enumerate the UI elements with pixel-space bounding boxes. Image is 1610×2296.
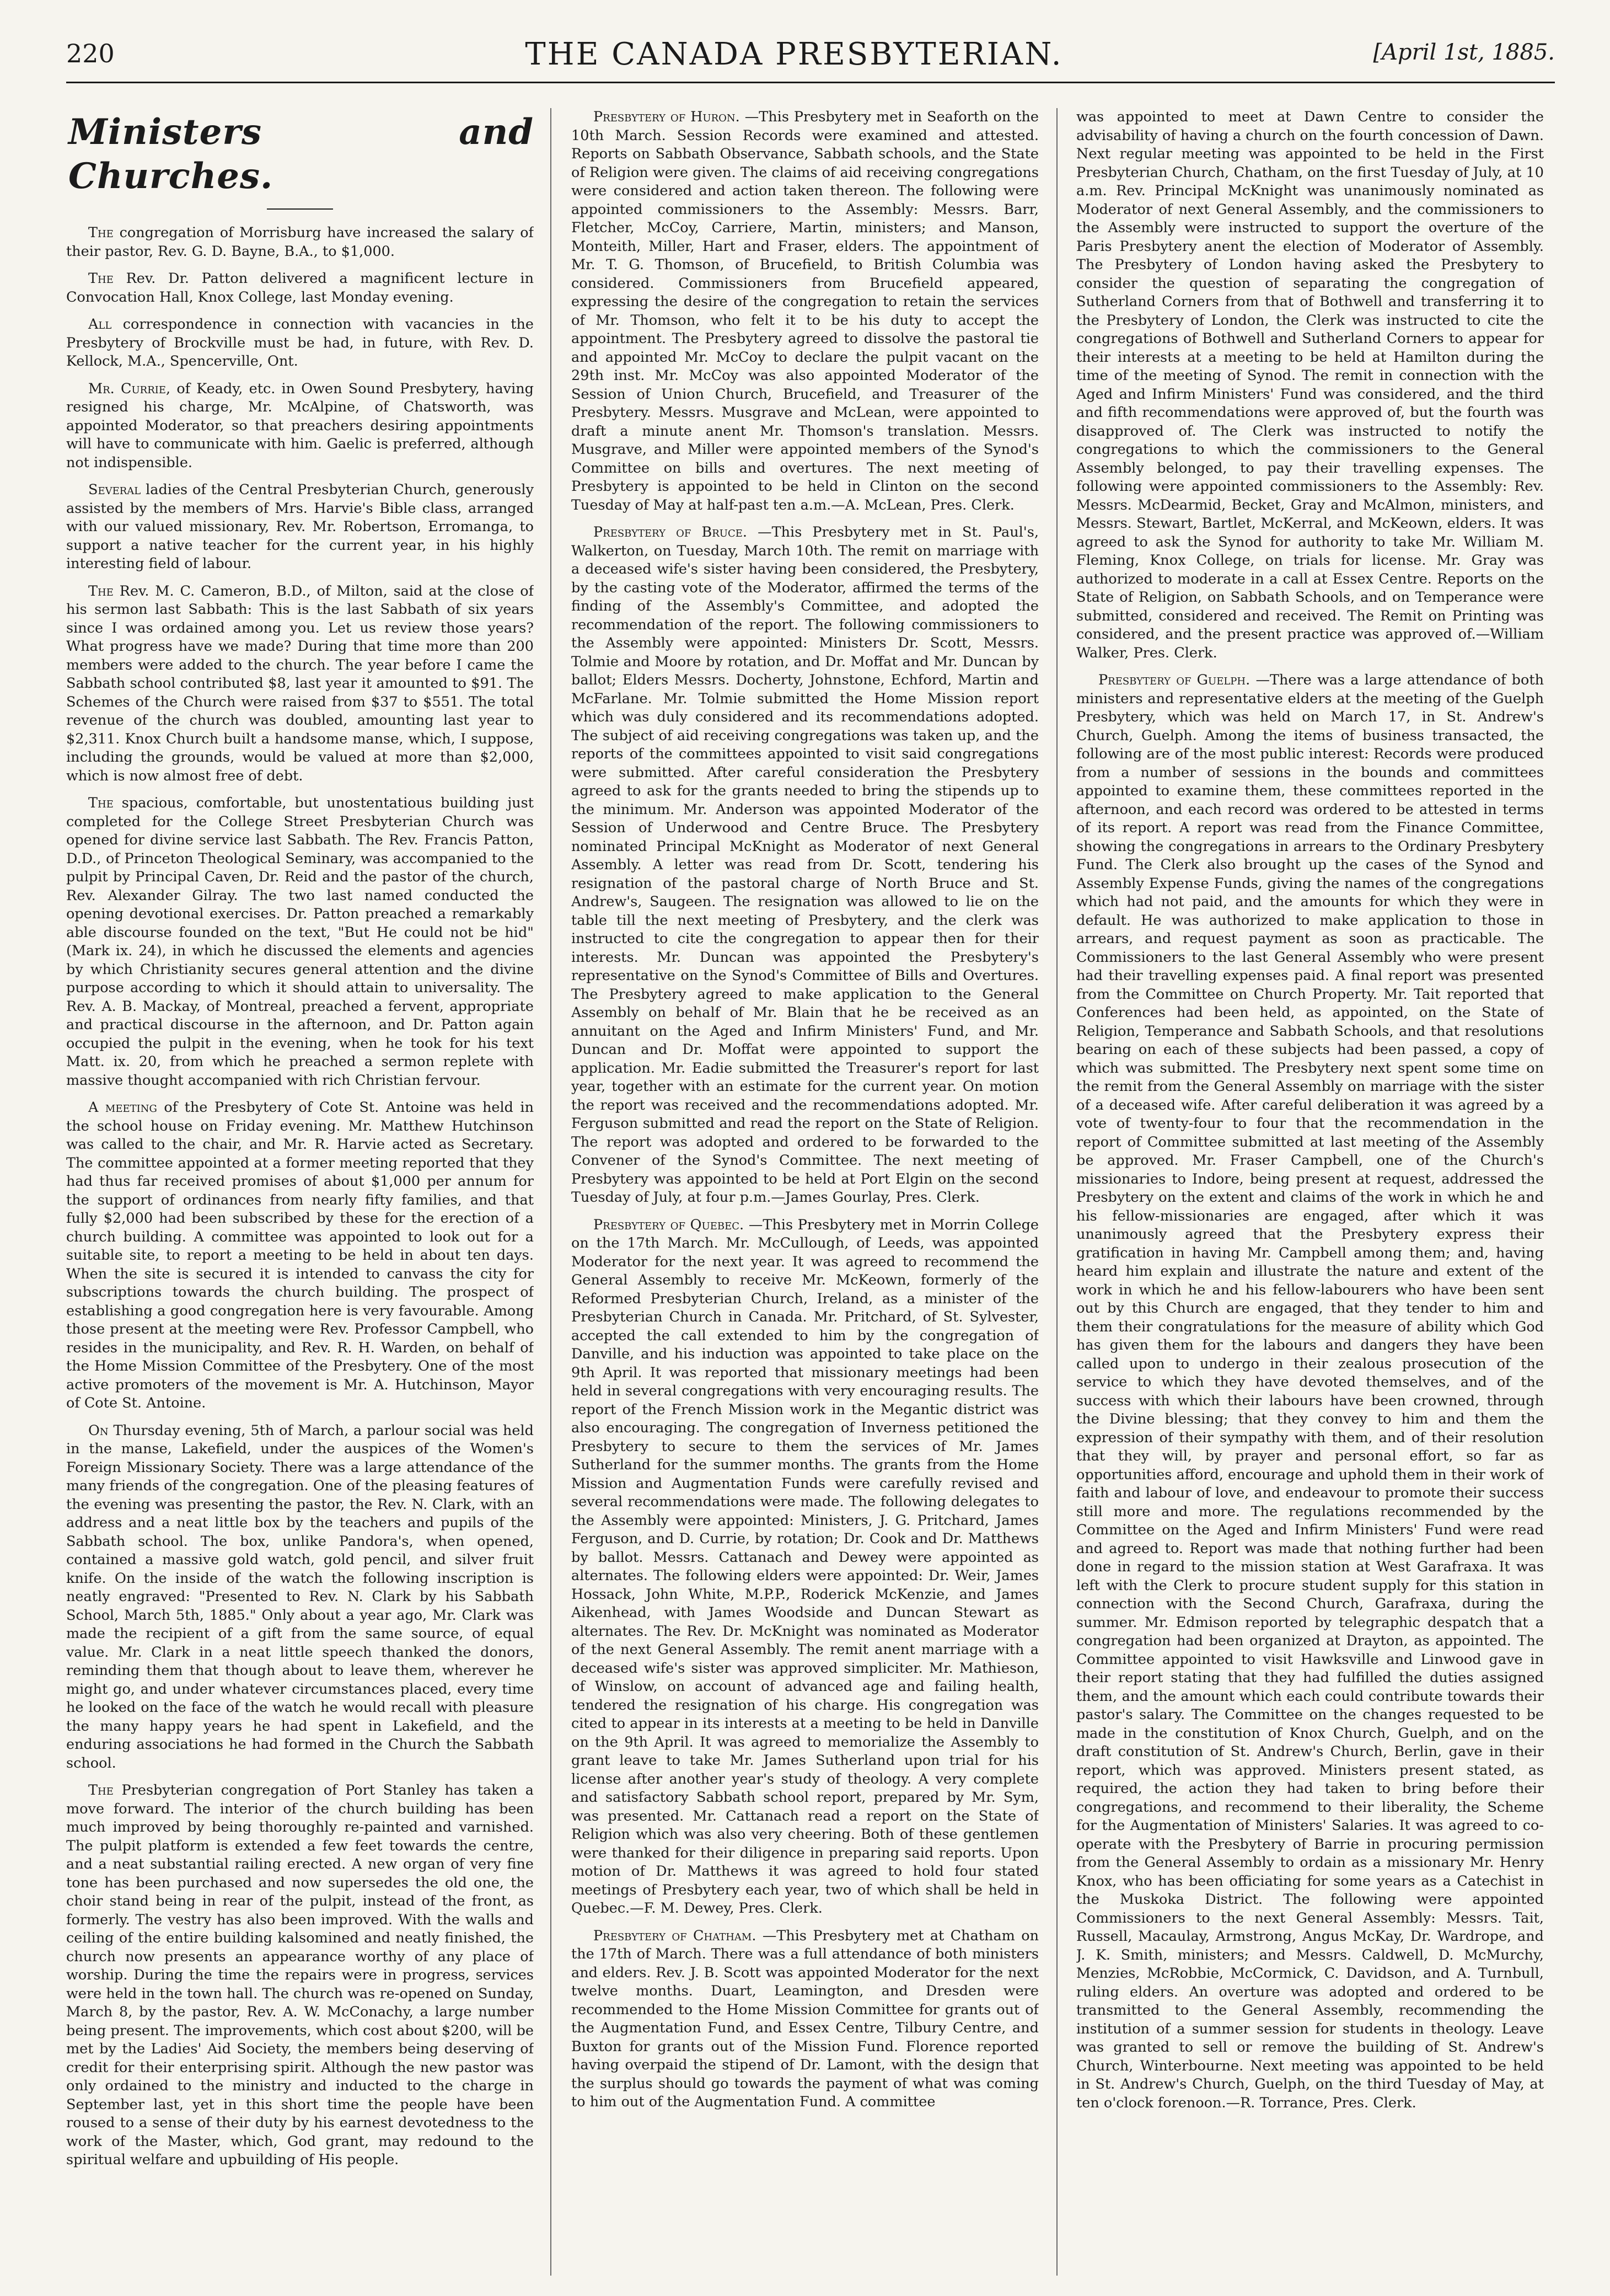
article-paragraph (66, 582, 534, 786)
paragraph-text: Thursday evening, 5th of March, a parlour social was held in the manse, Lakefield, under the auspices of the Women's Foreign Missionary Society. There was a large attendance of the many friends of the congregation. One of the pleasing features of the evening was presenting the pastor, the Rev. N. Clark, with an address and a neat little box by the teachers and pupils of the Sabbath school. The box, unlike Pandora's, when opened, contained a massive gold watch, gold pencil, and silver fruit knife. On the inside of the watch the following inscription is neatly engraved: "Presented to Rev. N. Clark by his Sabbath School, March 5th, 1885." Only about a year ago, Mr. Clark was made the recipient of a gift from the same source, of equal value. Mr. Clark in a neat little speech thanked the donors, reminding them that though about to leave them, wherever he might go, and under whatever circumstances placed, every time he looked on the face of the watch he would recall with pleasure the many happy years he had spent in Lakefield, and the enduring associations he had formed in the Church the Sabbath school. (66, 1422, 534, 1771)
paragraph-lead: The (88, 224, 114, 241)
article-paragraph (571, 523, 1039, 1207)
paragraph-lead: Presbytery of Chatham. (593, 1927, 756, 1944)
paragraph-lead: Mr. Currie, (88, 380, 171, 397)
paragraph-lead: The (88, 1782, 114, 1799)
article-paragraph (1076, 108, 1544, 662)
paragraph-text: of the Presbytery of Cote St. Antoine was held in the school house on Friday evening. Mr. Matthew Hutchinson was called to the chair, and Mr. R. Harvie acted as Secretary. The committee appointed at a former meeting reported that they had thus far received promises of about $1,000 per annum for the support of ordinances from nearly fifty families, and that fully $2,000 had been subscribed by these for the erection of a church building. A committee was appointed to look out for a suitable site, to report a meeting to be held in about ten days. When the site is secured it is intended to canvass the city for subscriptions towards the church building. The prospect of establishing a good congregation here is very favourable. Among those present at the meeting were Rev. Professor Campbell, who resides in the municipality, and Rev. R. H. Warden, on behalf of the Home Mission Committee of the Presbytery. One of the most active promoters of the movement is Mr. A. Hutchinson, Mayor of Cote St. Antoine. (66, 1099, 534, 1411)
paragraph-text: —This Presbytery met in Seaforth on the 10th March. Session Records were examined and attested. Reports on Sabbath Observance, Sabbath schools, and the State of Religion were given. The claims of aid receiving congregations were considered and action taken thereon. The following were appointed commissioners to the Assembly: Messrs. Barr, Fletcher, McCoy, Carriere, Martin, ministers; and Manson, Monteith, Miller, Hart and Fraser, elders. The appointment of Mr. T. G. Thomson, of Brucefield, to British Columbia was considered. Commissioners from Brucefield appeared, expressing the desire of the congregation to retain the services of Mr. Thomson, who felt it to be his duty to accept the appointment. The Presbytery agreed to dissolve the pastoral tie and appointed Mr. McCoy to declare the pulpit vacant on the 29th inst. Mr. McCoy was also appointed Moderator of the Session of Union Church, Brucefield, and Treasurer of the Presbytery. Messrs. Musgrave and McLean, were appointed to draft a minute anent Mr. Thomson's translation. Messrs. Musgrave, and Miller were appointed members of the Synod's Committee on bills and overtures. The next meeting of Presbytery is appointed to be held in Clinton on the second Tuesday of May at half-past ten a.m.—A. McLean, Pres. Clerk. (571, 109, 1039, 513)
column-divider (550, 108, 551, 2276)
paragraph-text: of Keady, etc. in Owen Sound Presbytery, having resigned his charge, Mr. McAlpine, of Chatsworth, was appointed Moderator, so that preachers desiring appointments will have to communicate with him. Gaelic is preferred, although not indispensible. (66, 380, 534, 471)
paragraph-lead: The (88, 270, 114, 287)
article-paragraph (66, 270, 534, 307)
paragraph-lead: Presbytery of Quebec. (593, 1216, 744, 1233)
paragraph-lead: Several (88, 481, 141, 498)
article-paragraph (571, 1927, 1039, 2112)
article-paragraph (66, 1781, 534, 2170)
issue-date: [April 1st, 1885. (1373, 40, 1555, 65)
running-title: THE CANADA PRESBYTERIAN. (525, 36, 1063, 72)
paragraph-lead: The (88, 582, 114, 600)
paragraph-text: —This Presbytery met at Chatham on the 17th of March. There was a full attendance of both ministers and elders. Rev. J. B. Scott was appointed Moderator for the next twelve months. Duart, Leamington, and Dresden were recommended to the Home Mission Committee for grants out of the Augmentation Fund, and Essex Centre, Tilbury Centre, and Buxton for grants out of the Mission Fund. Florence reported having overpaid the stipend of Dr. Lamont, with the design that the surplus should go towards the payment of what was coming to him out of the Augmentation Fund. A committee (571, 1927, 1039, 2110)
paragraph-lead: Presbytery of Huron. (593, 109, 740, 125)
article-paragraph (571, 108, 1039, 515)
article-paragraph (66, 380, 534, 473)
paragraph-text: was appointed to meet at Dawn Centre to consider the advisability of having a church on the fourth concession of Dawn. Next regular meeting was appointed to be held in the First Presbyterian Church, Chatham, on the first Tuesday of July, at 10 a.m. Rev. Principal McKnight was unanimously nominated as Moderator of next General Assembly, and the commissioners to the Assembly were instructed to support the overture of the Paris Presbytery anent the election of Moderator of Assembly. The Presbytery of London having asked the Presbytery to consider the question of separating the congregation of Sutherland Corners from that of Bothwell and transferring it to the Presbytery of London, the Clerk was instructed to cite the congregations of Bothwell and Sutherland Corners to appear for their interests at a meeting to be held at Hamilton during the time of the meeting of Synod. The remit in connection with the Aged and Infirm Ministers' Fund was considered, and the third and fifth recommendations were approved of, but the fourth was disapproved of. The Clerk was instructed to notify the congregations to which the commissioners to the General Assembly belonged, to pay their travelling expenses. The following were appointed commissioners to the Assembly: Rev. Messrs. McDearmid, Becket, Gray and McAlmon, ministers, and Messrs. Stewart, Bartlet, McKerral, and McKeown, elders. It was agreed to ask the Synod for authority to take Mr. William M. Fleming, Knox College, on trials for license. Mr. Gray was authorized to moderate in a call at Essex Centre. Reports on the State of Religion, on Sabbath Schools, and on Temperance were submitted, considered and received. The Remit on Printing was considered, and the present practice was approved of.—William Walker, Pres. Clerk. (1076, 109, 1544, 661)
article-paragraph (66, 481, 534, 574)
paragraph-lead: The (88, 795, 114, 811)
header-rule (66, 82, 1555, 83)
paragraph-text: —This Presbytery met in Morrin College on the 17th March. Mr. McCullough, of Leeds, was appointed Moderator for the next year. It was agreed to recommend the General Assembly to receive Mr. McKeown, formerly of the Reformed Presbyterian Church, Ireland, as a minister of the Presbyterian Church in Canada. Mr. Pritchard, of St. Sylvester, accepted the call extended to him by the congregation of Danville, and his induction was appointed to take place on the 9th April. It was reported that missionary meetings had been held in several congregations with very encouraging results. The report of the French Mission work in the Megantic district was also encouraging. The congregation of Inverness petitioned the Presbytery to secure to them the services of Mr. James Sutherland for the summer months. The grants from the Home Mission and Augmentation Funds were carefully revised and several recommendations were made. The following delegates to the Assembly were appointed: Ministers, J. G. Pritchard, James Ferguson, and D. Currie, by rotation; Dr. Cook and Dr. Matthews by ballot. Messrs. Cattanach and Dewey were appointed as alternates. The following elders were appointed: Dr. Weir, James Hossack, John White, M.P.P., Roderick McKenzie, and James Aikenhead, with James Woodside and Duncan Stewart as alternates. The Rev. Dr. McKnight was nominated as Moderator of the next General Assembly. The remit anent marriage with a deceased wife's sister was approved simpliciter. Mr. Mathieson, of Winslow, on account of advanced age and failing health, tendered the resignation of his charge. His congregation was cited to appear in its interests at a meeting to be held in Danville on the 9th April. It was agreed to memorialize the Assembly to grant leave to take Mr. James Sutherland upon trial for his license after another year's study of theology. A very complete and satisfactory Sabbath school report, prepared by Mr. Sym, was presented. Mr. Cattanach read a report on the State of Religion which was also very cheering. Both of these gentlemen were thanked for their diligence in preparing said reports. Upon motion of Dr. Matthews it was agreed to hold four stated meetings of Presbytery each year, two of which shall be held in Quebec.—F. M. Dewey, Pres. Clerk. (571, 1216, 1039, 1917)
paragraph-lead: Presbytery of Guelph. (1098, 672, 1251, 688)
column-3 (1076, 108, 1544, 2276)
paragraph-lead: All (88, 316, 112, 333)
paragraph-text: Presbyterian congregation of Port Stanley has taken a move forward. The interior of the church building has been much improved by being thoroughly re-painted and varnished. The pulpit platform is extended a few feet towards the centre, and a neat substantial railing erected. A new organ of very fine tone has been purchased and now supersedes the old one, the choir stand being in rear of the pulpit, instead of the front, as formerly. The vestry has also been improved. With the walls and ceiling of the entire building kalsomined and neatly finished, the church now presents an appearance worthy of any place of worship. During the time the repairs were in progress, services were held in the town hall. The church was re-opened on Sunday, March 8, by the pastor, Rev. A. W. McConachy, a large number being present. The improvements, which cost about $200, will be met by the Ladies' Aid Society, the members being deserving of credit for their enterprising spirit. Although the new pastor was only ordained to the ministry and inducted to the charge in September last, yet in this short time the people have been roused to a sense of their duty by his earnest devotedness to the work of the Master, which, God grant, may redound to the spiritual welfare and upbuilding of His people. (66, 1782, 534, 2168)
paragraph-text: correspondence in connection with vacancies in the Presbytery of Brockville must be had, in future, with Rev. D. Kellock, M.A., Spencerville, Ont. (66, 316, 534, 370)
column-divider (1056, 108, 1058, 2276)
section-heading: Ministers and Churches. (68, 111, 534, 197)
heading-rule (267, 208, 333, 210)
article-paragraph (66, 315, 534, 371)
page-header (66, 36, 1555, 77)
paragraph-text: spacious, comfortable, but unostentatious building just completed for the College Street Presbyterian Church was opened for divine service last Sabbath. The Rev. Francis Patton, D.D., of Princeton Theological Seminary, was accompanied to the pulpit by Principal Caven, Dr. Reid and the pastor of the church, Rev. Alexander Gilray. The two last named conducted the opening devotional exercises. Dr. Patton preached a remarkably able discourse founded on the text, "But He could not be hid" (Mark ix. 24), in which he discussed the elements and agencies by which Christianity secures general attention and the divine purpose according to which it should attain to universality. The Rev. A. B. Mackay, of Montreal, preached a fervent, appropriate and practical discourse in the afternoon, and Dr. Patton again occupied the pulpit in the evening, when he took for his text Matt. ix. 20, from which he preached a sermon replete with massive thought accompanied with rich Christian fervour. (66, 795, 534, 1089)
paragraph-text: Rev. M. C. Cameron, B.D., of Milton, said at the close of his sermon last Sabbath: This is the last Sabbath of six years since I was ordained among you. Let us review those years? What progress have we made? During that time more than 200 members were added to the church. The year before I came the Sabbath school contributed $8, last year it amounted to $91. The Schemes of the Church were raised from $37 to $551. The total revenue of the church was doubled, amounting last year to $2,311. Knox Church built a handsome manse, which, I suppose, including the grounds, would be valued at more than $2,000, which is now almost free of debt. (66, 582, 534, 784)
paragraph-text: ladies of the Central Presbyterian Church, generously assisted by the members of Mrs. Harvie's Bible class, arranged with our valued missionary, Rev. Mr. Robertson, Erromanga, to support a native teacher for the current year, in his highly interesting field of labour. (66, 481, 534, 572)
article-paragraph (66, 794, 534, 1090)
paragraph-text: —This Presbytery met in St. Paul's, Walkerton, on Tuesday, March 10th. The remit on marriage with a deceased wife's sister having been considered, the Presbytery, by the casting vote of the Moderator, affirmed the terms of the finding of the Assembly's Committee, and adopted the recommendation of the report. The following commissioners to the Assembly were appointed: Ministers Dr. Scott, Messrs. Tolmie and Moore by rotation, and Dr. Moffat and Mr. Duncan by ballot; Elders Messrs. Docherty, Johnstone, Echford, Martin and McFarlane. Mr. Tolmie submitted the Home Mission report which was duly considered and its recommendations adopted. The subject of aid receiving congregations was taken up, and the reports of the committees appointed to visit said congregations were submitted. After careful consideration the Presbytery agreed to ask for the grants needed to bring the stipends up to the minimum. Mr. Anderson was appointed Moderator of the Session of Underwood and Centre Bruce. The Presbytery nominated Principal McKnight as Moderator of next General Assembly. A letter was read from Dr. Scott, tendering his resignation of the pastoral charge of North Bruce and St. Andrew's, Saugeen. The resignation was allowed to lie on the table till the next meeting of Presbytery, and the clerk was instructed to cite the congregation to appear then for their interests. Mr. Duncan was appointed the Presbytery's representative on the Synod's Committee of Bills and Overtures. The Presbytery agreed to make application to the General Assembly on behalf of Mr. Blain that he be received as an annuitant on the Aged and Infirm Ministers' Fund, and Mr. Duncan and Dr. Moffat were appointed to support the application. Mr. Eadie submitted the Treasurer's report for last year, together with an estimate for the current year. On motion the report was received and the recommendations adopted. Mr. Ferguson submitted and read the report on the State of Religion. The report was adopted and ordered to be forwarded to the Convener of the Synod's Committee. The next meeting of Presbytery was appointed to be held at Port Elgin on the second Tuesday of July, at four p.m.—James Gourlay, Pres. Clerk. (571, 524, 1039, 1206)
paragraph-lead: Presbytery of Bruce. (593, 524, 747, 540)
column-2 (571, 108, 1039, 2276)
column-1 (66, 108, 534, 2276)
paragraph-lead: On (88, 1422, 109, 1439)
article-paragraph (571, 1216, 1039, 1918)
article-paragraph (1076, 671, 1544, 2112)
page-number: 220 (66, 39, 115, 68)
paragraph-text: congregation of Morrisburg have increased the salary of their pastor, Rev. G. D. Bayne, B.A., to $1,000. (66, 224, 534, 260)
article-paragraph (66, 224, 534, 261)
article-paragraph (66, 1099, 534, 1413)
paragraph-text: —There was a large attendance of both ministers and representative elders at the meeting of the Guelph Presbytery, which was held on March 17, in St. Andrew's Church, Guelph. Among the items of business transacted, the following are of the most public interest: Records were produced from a number of sessions in the bounds and committees appointed to examine them, these committees reported in the afternoon, and each record was ordered to be attested in terms of its report. A report was read from the Finance Committee, showing the congregations in arrears to the Ordinary Presbytery Fund. The Clerk also brought up the cases of the Synod and Assembly Expense Funds, giving the names of the congregations which had not paid, and the amounts for which they were in default. He was authorized to make application to those in arrears, and request payment as soon as practicable. The Commissioners to the last General Assembly who were present had their travelling expenses paid. A final report was presented from the Committee on Church Property. Mr. Tait reported that Conferences had been held, as appointed, on the State of Religion, Temperance and Sabbath Schools, and that resolutions bearing on each of these subjects had been passed, a copy of which was submitted. The Presbytery next spent some time on the remit from the General Assembly on marriage with the sister of a deceased wife. After careful deliberation it was agreed by a vote of twenty-four to four that the recommendation in the report of Committee submitted at last meeting of the Assembly be approved. Mr. Fraser Campbell, one of the Church's missionaries to Indore, being present at request, addressed the Presbytery on the extent and claims of the work in which he and his fellow-missionaries are engaged, after which it was unanimously agreed that the Presbytery express their gratification in having Mr. Campbell among them; and, having heard him explain and illustrate the nature and extent of the work in which he and his fellow-labourers who have been sent out by this Church are engaged, that they tender to him and them their congratulations for the measure of ability which God has given them for the labours and dangers they have been called upon to undergo in their zealous prosecution of the service to which they have devoted themselves, and of the success with which their labours have been crowned, through the Divine blessing; that they convey to him and them the expression of their sympathy with them, and of their resolution that they will, by prayer and personal effort, so far as opportunities afford, encourage and uphold them in their work of faith and labour of love, and endeavour to promote their success still more and more. The regulations recommended by the Committee on the Aged and Infirm Ministers' Fund were read and agreed to. Report was made that nothing further had been done in regard to the mission station at West Garafraxa. It was left with the Clerk to procure student supply for this station in connection with the Second Church, Garafraxa, during the summer. Mr. Edmison reported by telegraphic despatch that a congregation had been organized at Drayton, as appointed. The Committee appointed to visit Hawksville and Linwood gave in their report stating that they had fulfilled the duties assigned them, and the amount which each could contribute towards their pastor's salary. The Committee on the changes requested to be made in the constitution of Knox Church, Guelph, and on the draft constitution of St. Andrew's Church, Berlin, gave in their report, which was approved. Ministers present stated, as required, the action they had taken to bring before their congregations, and recommend to their liberality, the Scheme for the Augmentation of Ministers' Salaries. It was agreed to co-operate with the Presbytery of Barrie in procuring permission from the General Assembly to ordain as a missionary Mr. Henry Knox, who has been officiating for some years as a Catechist in the Muskoka District. The following were appointed Commissioners to the next General Assembly: Messrs. Tait, Russell, Macaulay, Armstrong, Angus McKay, Dr. Wardrope, and J. K. Smith, ministers; and Messrs. Caldwell, D. McMurchy, Menzies, McRobbie, McCormick, C. Davidson, and A. Turnbull, ruling elders. An overture was adopted and ordered to be transmitted to the General Assembly, recommending the institution of a summer session for students in theology. Leave was granted to sell or remove the building of St. Andrew's Church, Winterbourne. Next meeting was appointed to be held in St. Andrew's Church, Guelph, on the third Tuesday of May, at ten o'clock forenoon.—R. Torrance, Pres. Clerk. (1076, 672, 1544, 2111)
paragraph-lead: A meeting (88, 1099, 157, 1116)
article-paragraph (66, 1422, 534, 1773)
paragraph-text: Rev. Dr. Patton delivered a magnificent lecture in Convocation Hall, Knox College, last Monday evening. (66, 270, 534, 306)
